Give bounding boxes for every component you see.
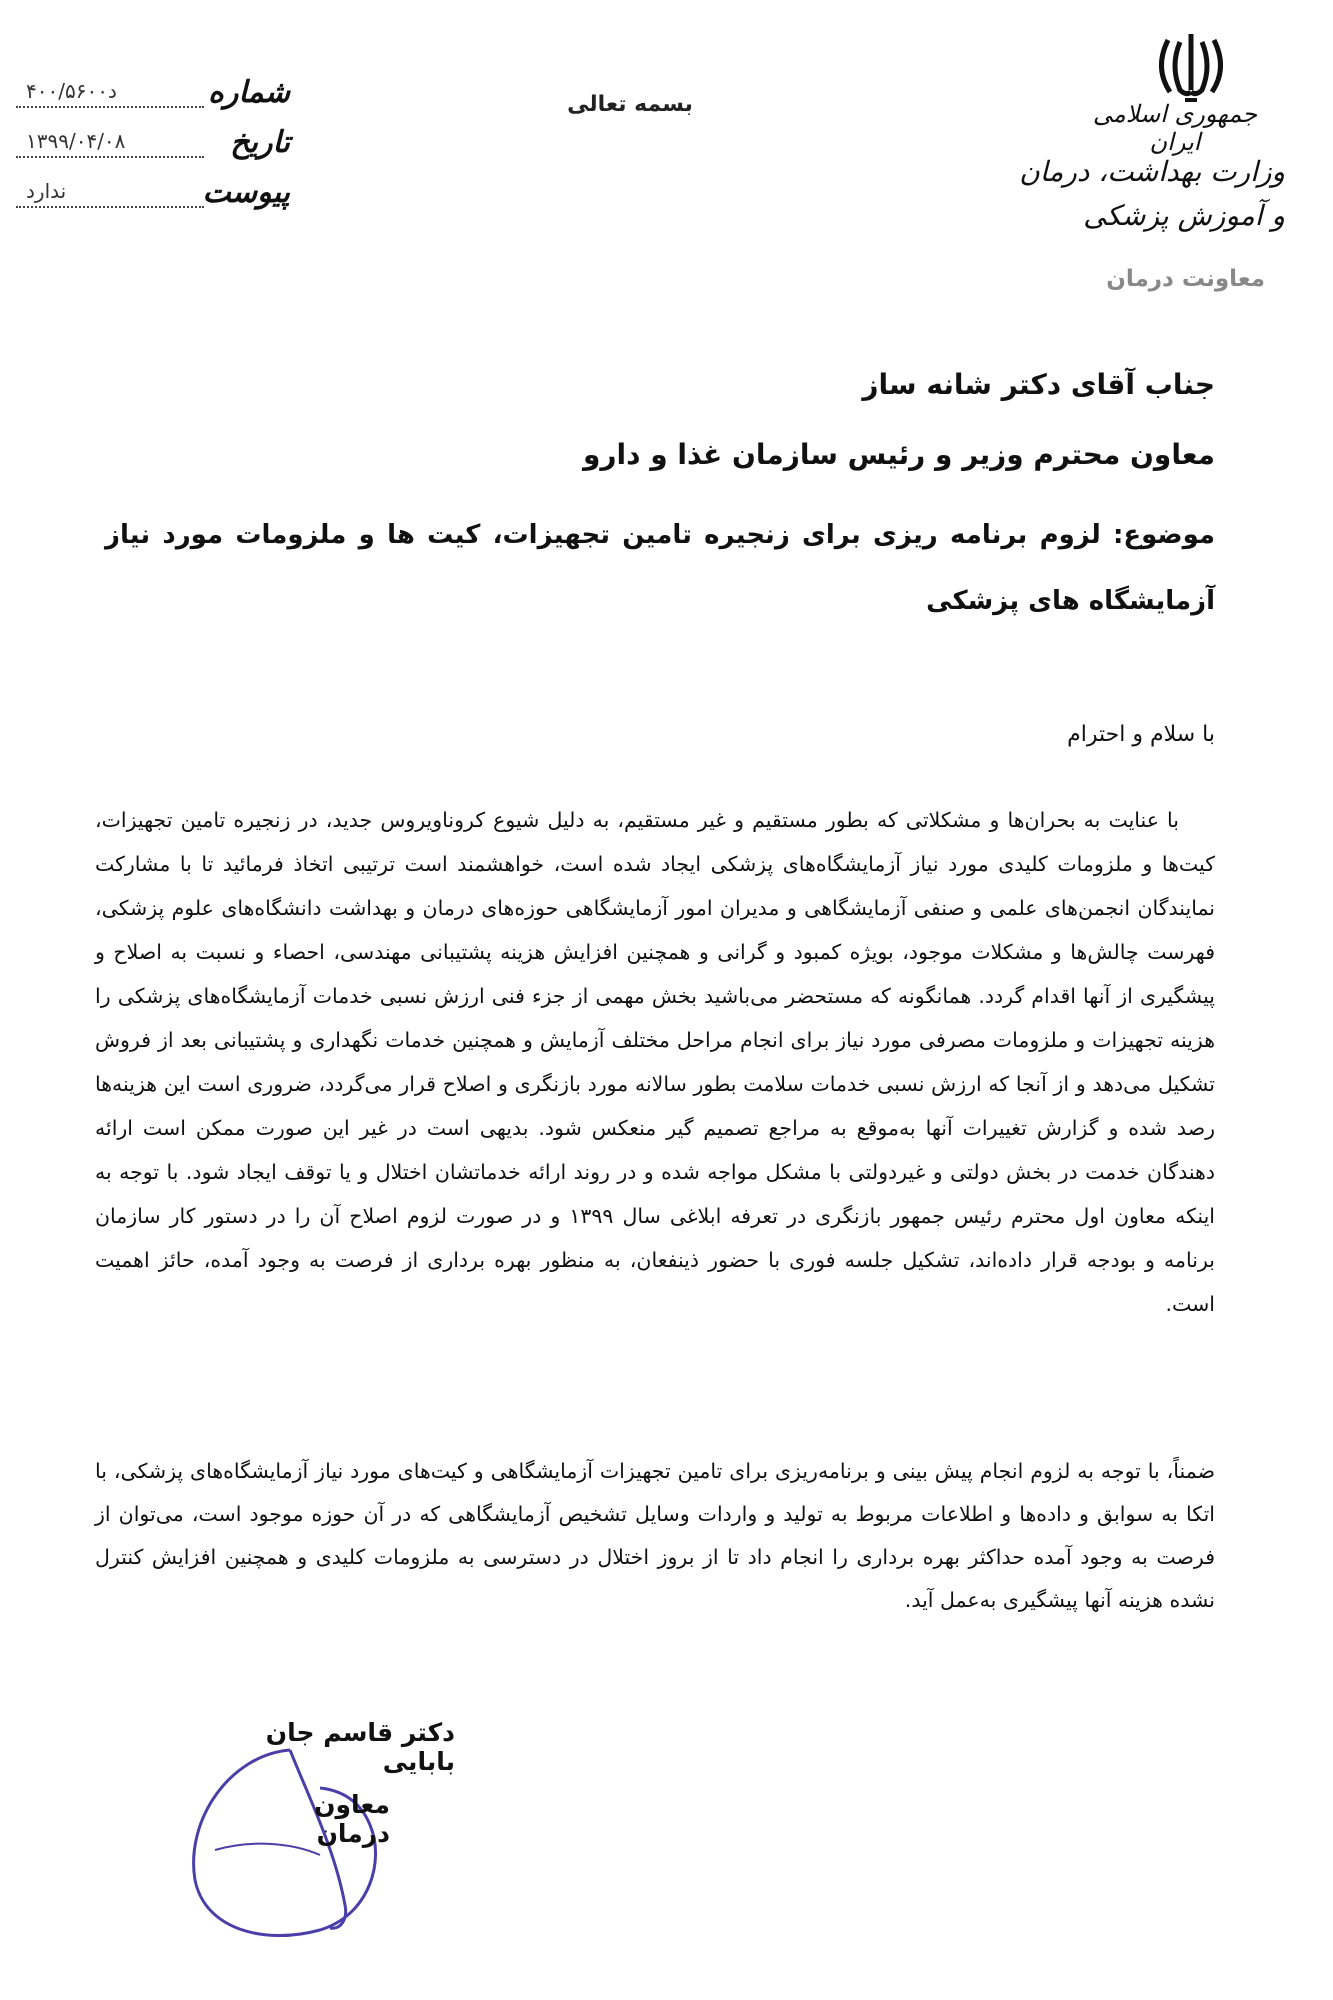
letter-metadata [10, 58, 290, 208]
basmala-heading: بسمه تعالی [567, 92, 693, 117]
meta-attachment-label: پیوست [202, 175, 290, 210]
meta-date-row [10, 108, 290, 158]
deputy-office-label: معاونت درمان [1106, 266, 1265, 292]
meta-attachment-row [10, 158, 290, 208]
meta-attachment-value: ندارد [16, 176, 204, 208]
addressee-name: جناب آقای دکتر شانه ساز [862, 368, 1215, 401]
meta-date-label: تاریخ [230, 125, 290, 160]
meta-number-value: د۴۰۰/۵۶۰۰ [16, 76, 204, 108]
iran-emblem-icon [1148, 30, 1234, 110]
ministry-title: وزارت بهداشت، درمان و آموزش پزشکی [1019, 155, 1285, 232]
republic-title: جمهوری اسلامی ایران [1092, 100, 1258, 156]
letter-subject [105, 502, 1215, 634]
greeting: با سلام و احترام [1067, 722, 1215, 747]
body-paragraph-1: با عنایت به بحران‌ها و مشکلاتی که بطور مستقیم و غیر مستقیم، به دلیل شیوع کروناویروس جدید، در زنجیره تامین تجهیزات، کیت‌ها و ملزومات کلیدی مورد نیاز آزمایشگاه‌های پزشکی ایجاد شده است، خواهشمند است ترتیبی اتخاذ فرمائید تا با مشارکت نمایندگان انجمن‌های علمی و صنفی آزمایشگاهی و مدیران امور آزمایشگاهی حوزه‌های درمان و بهداشت دانشگاه‌های علوم پزشکی، فهرست چالش‌ها و مشکلات موجود، بویژه کمبود و گرانی و همچنین افزایش هزینه پشتیبانی مهندسی، احصاء و نسبت به اصلاح و پیشگیری از آنها اقدام گردد. همانگونه که مستحضر می‌باشید بخش مهمی از جزء فنی ارزش نسبی خدمات آزمایشگاه‌های پزشکی را هزینه تجهیزات و ملزومات مصرفی مورد نیاز برای انجام مراحل مختلف آزمایش و همچنین خدمات نگهداری و پشتیبانی بعد از فروش تشکیل می‌دهد و از آنجا که ارزش نسبی خدمات سلامت بطور سالانه مورد بازنگری و اصلاح قرار می‌گردد، ضروری است این هزینه‌ها رصد شده و گزارش تغییرات آنها به‌موقع به مراجع تصمیم گیر منعکس شود. بدیهی است در غیر این صورت ممکن است ارائه دهندگان خدمت در بخش دولتی و غیردولتی با مشکل مواجه شده و در روند ارائه خدماتشان اختلال و یا توقف ایجاد شود. با توجه به اینکه معاون اول محترم رئیس جمهور بازنگری در تعرفه ابلاغی سال ۱۳۹۹ و در صورت لزوم اصلاح آن را در دستور کار سازمان برنامه و بودجه قرار داده‌اند، تشکیل جلسه فوری با حضور ذینفعان، به منظور بهره برداری از فرصت به وجود آمده، حائز اهمیت است. [95, 808, 1215, 1316]
body-paragraph-2: ضمناً، با توجه به لزوم انجام پیش بینی و برنامه‌ریزی برای تامین تجهیزات آزمایشگاهی و کیت‌های مورد نیاز آزمایشگاه‌های پزشکی، با اتکا به سوابق و داده‌ها و اطلاعات مربوط به تولید و واردات وسایل تشخیص آزمایشگاهی که در آن حوزه موجود است، می‌توان از فرصت به وجود آمده حداکثر بهره برداری را انجام داد تا از بروز اختلال در دسترسی به ملزومات کلیدی و همچنین افزایش کنترل نشده هزینه آنها پیشگیری به‌عمل آید. [95, 1459, 1215, 1612]
addressee-position: معاون محترم وزیر و رئیس سازمان غذا و دارو [582, 438, 1215, 471]
meta-number-row [10, 58, 290, 108]
meta-date-value: ۱۳۹۹/۰۴/۰۸ [16, 126, 204, 158]
subject-text: لزوم برنامه ریزی برای زنجیره تامین تجهیزات، کیت ها و ملزومات مورد نیاز آزمایشگاه های پزشکی [105, 520, 1215, 616]
signatory-title: معاون درمان [314, 1790, 390, 1848]
subject-label: موضوع: [1113, 520, 1215, 550]
meta-number-label: شماره [208, 75, 290, 110]
signatory-name: دکتر قاسم جان بابایی [265, 1718, 455, 1776]
